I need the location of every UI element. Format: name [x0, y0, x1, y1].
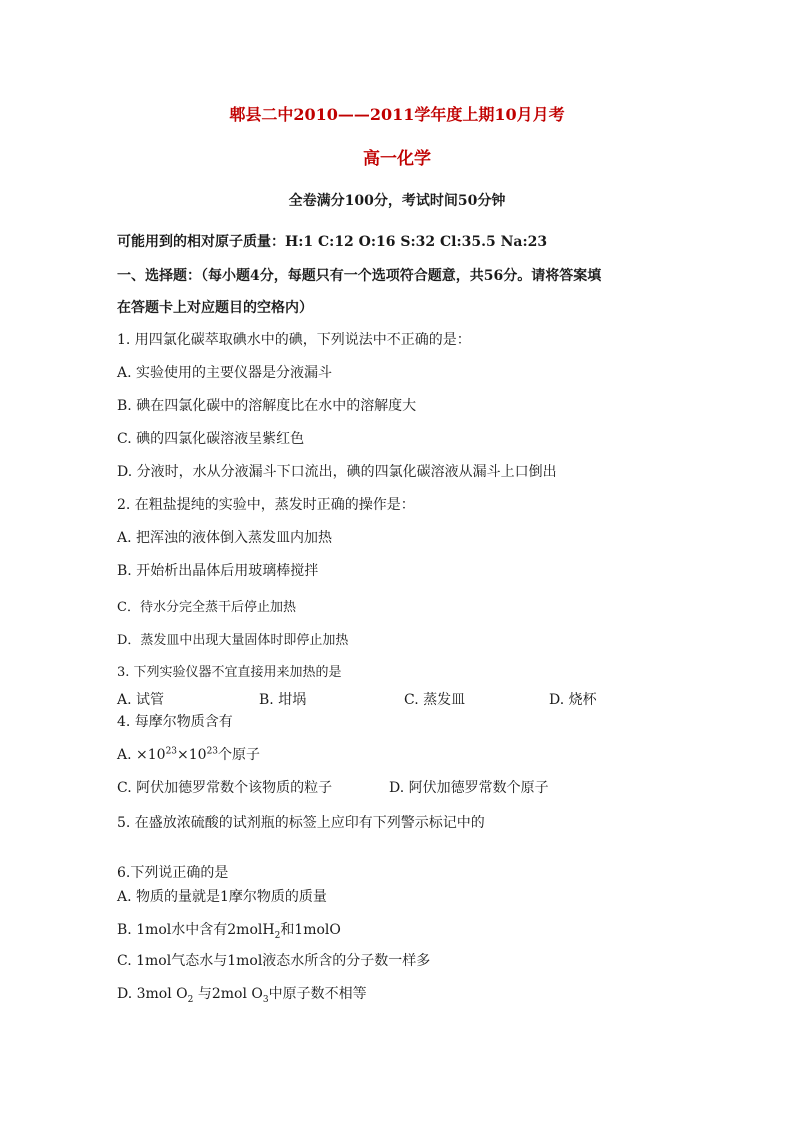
- q3-stem: 3. 下列实验仪器不宜直接用来加热的是: [117, 665, 342, 680]
- q3-option-d: D. 烧杯: [549, 692, 597, 708]
- q6-b-subscript: 2: [274, 930, 281, 941]
- q4-option-a: [117, 746, 260, 764]
- exam-subject: 高一化学: [363, 149, 431, 169]
- q4-a-exponent-2: 23: [206, 746, 219, 757]
- atomic-masses: 可能用到的相对原子质量：H:1 C:12 O:16 S:32 Cl:35.5 Na:23: [117, 234, 548, 250]
- q6-d-subscript-2: 3: [262, 994, 269, 1005]
- section-heading-line1: 一、选择题：（每小题4分，每题只有一个选项符合题意，共56分。请将答案填: [117, 268, 602, 284]
- q4-option-d: D. 阿伏加德罗常数个原子: [389, 780, 549, 796]
- q2-option-d: D．蒸发皿中出现大量固体时即停止加热: [117, 633, 349, 648]
- q2-option-c: C．待水分完全蒸干后停止加热: [117, 600, 296, 615]
- q4-a-exponent-1: 23: [165, 746, 178, 757]
- q4-a-mid: ×10: [177, 747, 207, 763]
- q1-option-c: C. 碘的四氯化碳溶液呈紫红色: [117, 431, 305, 447]
- q4-option-c: C. 阿伏加德罗常数个该物质的粒子: [117, 780, 333, 796]
- q1-option-b: B. 碘在四氯化碳中的溶解度比在水中的溶解度大: [117, 398, 417, 414]
- exam-info: 全卷满分100分，考试时间50分钟: [288, 193, 506, 209]
- q1-stem: 1. 用四氯化碳萃取碘水中的碘，下列说法中不正确的是：: [117, 332, 471, 348]
- q3-option-a: A. 试管: [117, 692, 165, 708]
- q1-option-d: D. 分液时，水从分液漏斗下口流出，碘的四氯化碳溶液从漏斗上口倒出: [117, 464, 557, 480]
- q6-option-d: [117, 985, 367, 1003]
- q6-option-c: C. 1mol气态水与1mol液态水所含的分子数一样多: [117, 953, 431, 969]
- q6-b-prefix: B. 1mol水中含有2molH: [117, 922, 275, 938]
- q2-stem: 2. 在粗盐提纯的实验中，蒸发时正确的操作是：: [117, 497, 415, 513]
- q2-option-b: B. 开始析出晶体后用玻璃棒搅拌: [117, 563, 319, 579]
- q5-stem: 5. 在盛放浓硫酸的试剂瓶的标签上应印有下列警示标记中的: [117, 815, 485, 831]
- q1-option-a: A. 实验使用的主要仪器是分液漏斗: [117, 365, 333, 381]
- q6-b-suffix: 和1molO: [280, 922, 341, 938]
- q4-stem: 4. 每摩尔物质含有: [117, 714, 233, 730]
- q6-option-a: A. 物质的量就是1摩尔物质的质量: [117, 889, 327, 905]
- q6-d-mid: 与2mol O: [193, 986, 263, 1002]
- q3-option-c: C. 蒸发皿: [404, 692, 466, 708]
- q6-stem: 6.下列说正确的是: [117, 865, 229, 881]
- q6-d-suffix: 中原子数不相等: [268, 986, 367, 1002]
- q6-d-subscript-1: 2: [187, 994, 194, 1005]
- q6-option-b: [117, 921, 341, 939]
- q6-d-prefix: D. 3mol O: [117, 986, 188, 1002]
- q3-option-b: B. 坩埚: [259, 692, 307, 708]
- q4-a-suffix: 个原子: [218, 747, 261, 763]
- q4-a-prefix: A. ×10: [117, 747, 166, 763]
- q2-option-a: A. 把浑浊的液体倒入蒸发皿内加热: [117, 530, 333, 546]
- section-heading-line2: 在答题卡上对应题目的空格内）: [117, 300, 313, 316]
- exam-title: 郫县二中2010——2011学年度上期10月月考: [229, 105, 565, 124]
